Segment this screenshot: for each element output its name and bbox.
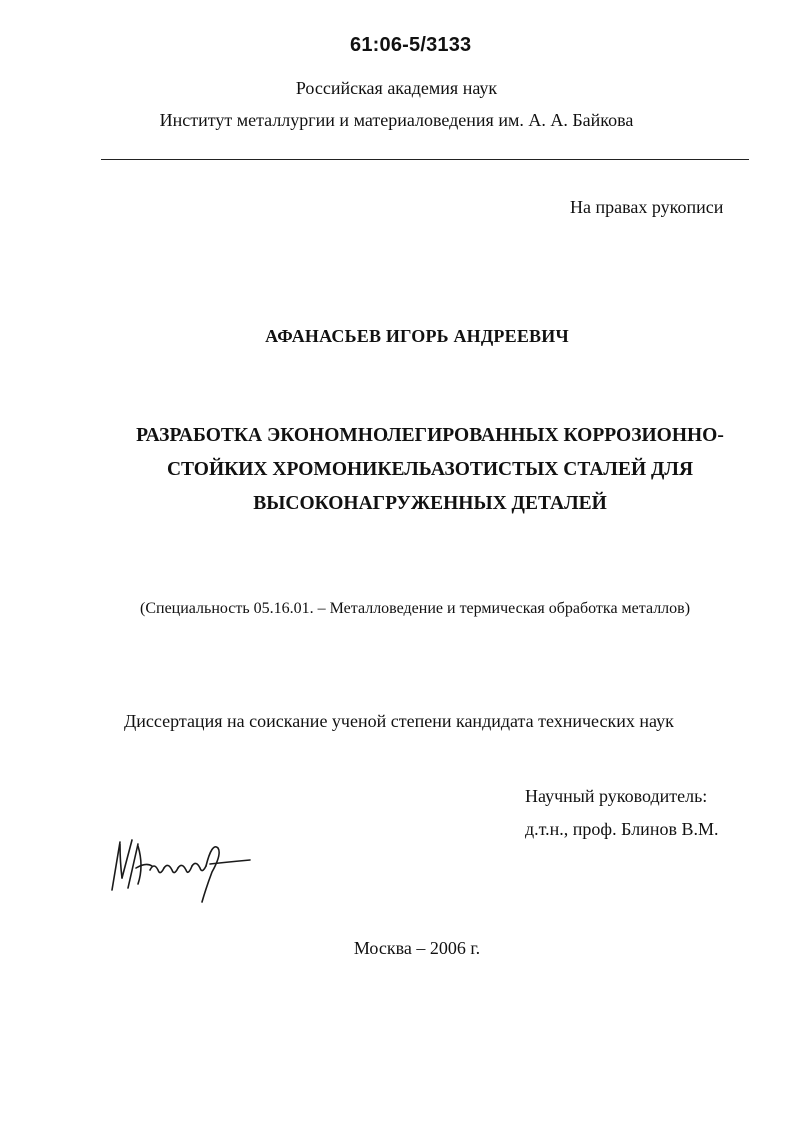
organization-name: Российская академия наук <box>295 78 498 98</box>
rights-note: На правах рукописи <box>570 197 724 217</box>
supervisor-label: Научный руководитель: <box>525 786 708 806</box>
institute-name: Институт металлургии и материаловедения им. А. А. Байкова <box>159 110 634 130</box>
dissertation-title <box>70 419 790 521</box>
dissertation-degree: Диссертация на соискание ученой степени кандидата технических наук <box>124 711 674 731</box>
header-divider <box>101 159 749 160</box>
city-year: Москва – 2006 г. <box>353 938 481 958</box>
specialty-line: (Специальность 05.16.01. – Металловедение и термическая обработка металлов) <box>140 600 691 617</box>
supervisor-name: д.т.н., проф. Блинов В.М. <box>525 819 719 839</box>
title-line: РАЗРАБОТКА ЭКОНОМНОЛЕГИРОВАННЫХ КОРРОЗИОННО- <box>136 425 724 446</box>
title-line: СТОЙКИХ ХРОМОНИКЕЛЬАЗОТИСТЫХ СТАЛЕЙ ДЛЯ <box>166 459 694 480</box>
author-name: АФАНАСЬЕВ ИГОРЬ АНДРЕЕВИЧ <box>265 326 569 346</box>
handwritten-signature <box>98 832 258 904</box>
title-line: ВЫСОКОНАГРУЖЕННЫХ ДЕТАЛЕЙ <box>253 493 607 514</box>
document-code: 61:06-5/3133 <box>350 34 472 56</box>
